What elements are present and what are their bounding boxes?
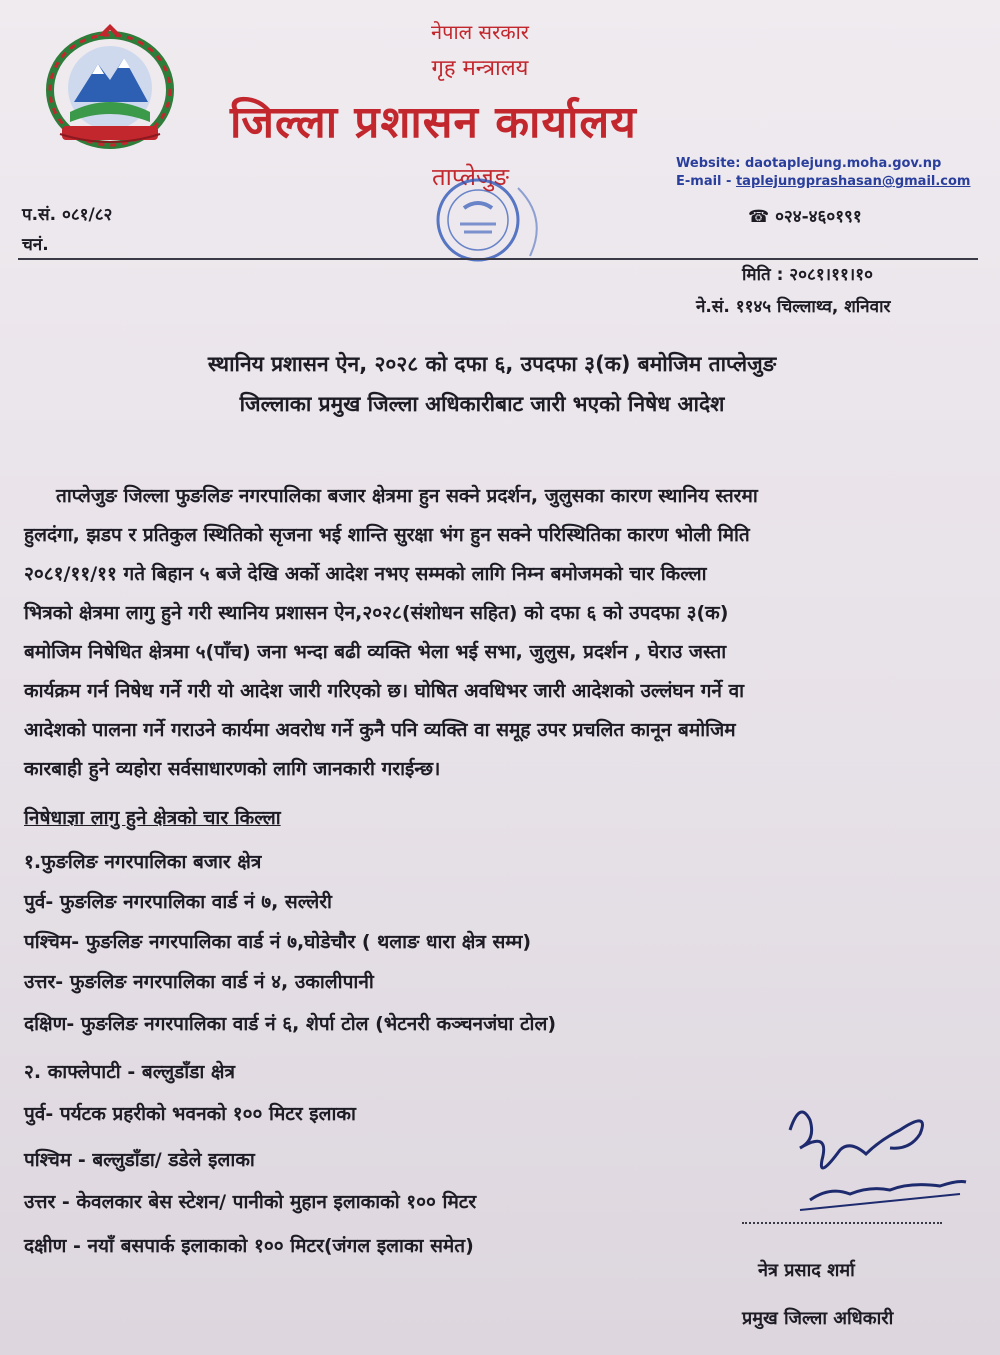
zone-line: उत्तर - केवलकार बेस स्टेशन/ पानीको मुहान इलाकाको १०० मिटर [24, 1191, 477, 1213]
subject-line-2: जिल्लाका प्रमुख जिल्ला अधिकारीबाट जारी भएको निषेध आदेश [239, 392, 725, 416]
subject-line-1: स्थानिय प्रशासन ऐन, २०२८ को दफा ६, उपदफा ३(क) बमोजिम ताप्लेजुङ [207, 352, 777, 376]
website-line [676, 156, 941, 171]
zone-line: पश्चिम- फुङलिङ नगरपालिका वार्ड नं ७,घोडेचौर ( थलाङ धारा क्षेत्र सम्म) [24, 931, 532, 953]
signatory-title: प्रमुख जिल्ला अधिकारी [742, 1308, 894, 1329]
header-divider [18, 258, 978, 260]
body-line: ताप्लेजुङ जिल्ला फुङलिङ नगरपालिका बजार क्षेत्रमा हुन सक्ने प्रदर्शन, जुलुसका कारण स्थानिय स्तरमा [56, 485, 758, 507]
signature-line [742, 1222, 942, 1224]
signatory-name: नेत्र प्रसाद शर्मा [758, 1260, 855, 1281]
website-label: Website: [676, 156, 741, 171]
zone-line: दक्षीण - नयाँ बसपार्क इलाकाको १०० मिटर(जंगल इलाका समेत) [24, 1235, 474, 1257]
email-label: E-mail - [676, 174, 736, 189]
zone-line: पुर्व- फुङलिङ नगरपालिका वार्ड नं ७, सल्लेरी [24, 891, 332, 913]
website-link[interactable]: daotaplejung.moha.gov.np [744, 156, 942, 171]
dispatch-number: चनं. [22, 235, 49, 255]
reference-number: प.सं. ०८१/८२ [22, 205, 113, 225]
letter-date: मिति : २०८१।११।१० [742, 265, 873, 285]
body-line: २०८१/११/११ गते बिहान ५ बजे देखि अर्को आदेश नभए सम्मको लागि निम्न बमोजमको चार किल्ला [24, 563, 707, 585]
zone-line: उत्तर- फुङलिङ नगरपालिका वार्ड नं ४, उकालीपानी [24, 971, 374, 993]
ministry-name: गृह मन्त्रालय [431, 56, 529, 81]
zone-line: दक्षिण- फुङलिङ नगरपालिका वार्ड नं ६, शेर्पा टोल (भेटनरी कञ्चनजंघा टोल) [24, 1013, 557, 1035]
phone-number: ☎ ०२४-४६०१९१ [748, 207, 862, 227]
zone-line: पुर्व- पर्यटक प्रहरीको भवनको १०० मिटर इलाका [24, 1103, 356, 1125]
zone-line: १.फुङलिङ नगरपालिका बजार क्षेत्र [24, 851, 262, 873]
body-line: भित्रको क्षेत्रमा लागु हुने गरी स्थानिय प्रशासन ऐन,२०२८(संशोधन सहित) को दफा ६ को उपदफा ३(क) [24, 602, 729, 624]
zone-line: पश्चिम - बल्लुडाँडा/ डडेले इलाका [24, 1149, 255, 1171]
government-name: नेपाल सरकार [431, 20, 529, 44]
email-line [676, 174, 970, 189]
body-line: बमोजिम निषेधित क्षेत्रमा ५(पाँच) जना भन्दा बढी व्यक्ति भेला भई सभा, जुलुस, प्रदर्शन , घेराउ जस्ता [24, 641, 727, 663]
body-line: हुलदंगा, झडप र प्रतिकुल स्थितिको सृजना भई शान्ति सुरक्षा भंग हुन सक्ने परिस्थितिका कारण भोली मिति [24, 524, 750, 546]
body-line: कार्यक्रम गर्न निषेध गर्ने गरी यो आदेश जारी गरिएको छ। घोषित अवधिभर जारी आदेशको उल्लंघन गर्ने वा [24, 680, 745, 702]
zones-heading: निषेधाज्ञा लागु हुने क्षेत्रको चार किल्ला [24, 807, 281, 829]
handwritten-signature [770, 1090, 980, 1220]
office-name: जिल्ला प्रशासन कार्यालय [230, 97, 637, 148]
district-name: ताप्लेजुङ [432, 163, 510, 191]
body-line: आदेशको पालना गर्ने गराउने कार्यमा अवरोध गर्ने कुनै पनि व्यक्ति वा समूह उपर प्रचलित कानून बमोजिम [24, 719, 736, 741]
office-stamp [418, 168, 558, 268]
nepal-sambat-date: ने.सं. ११४५ चिल्लाथ्व, शनिवार [696, 297, 891, 317]
email-link[interactable]: taplejungprashasan@gmail.com [735, 174, 971, 189]
body-line: कारबाही हुने व्यहोरा सर्वसाधारणको लागि जानकारी गराईन्छ। [24, 758, 441, 780]
zone-line: २. काफ्लेपाटी - बल्लुडाँडा क्षेत्र [24, 1061, 236, 1083]
